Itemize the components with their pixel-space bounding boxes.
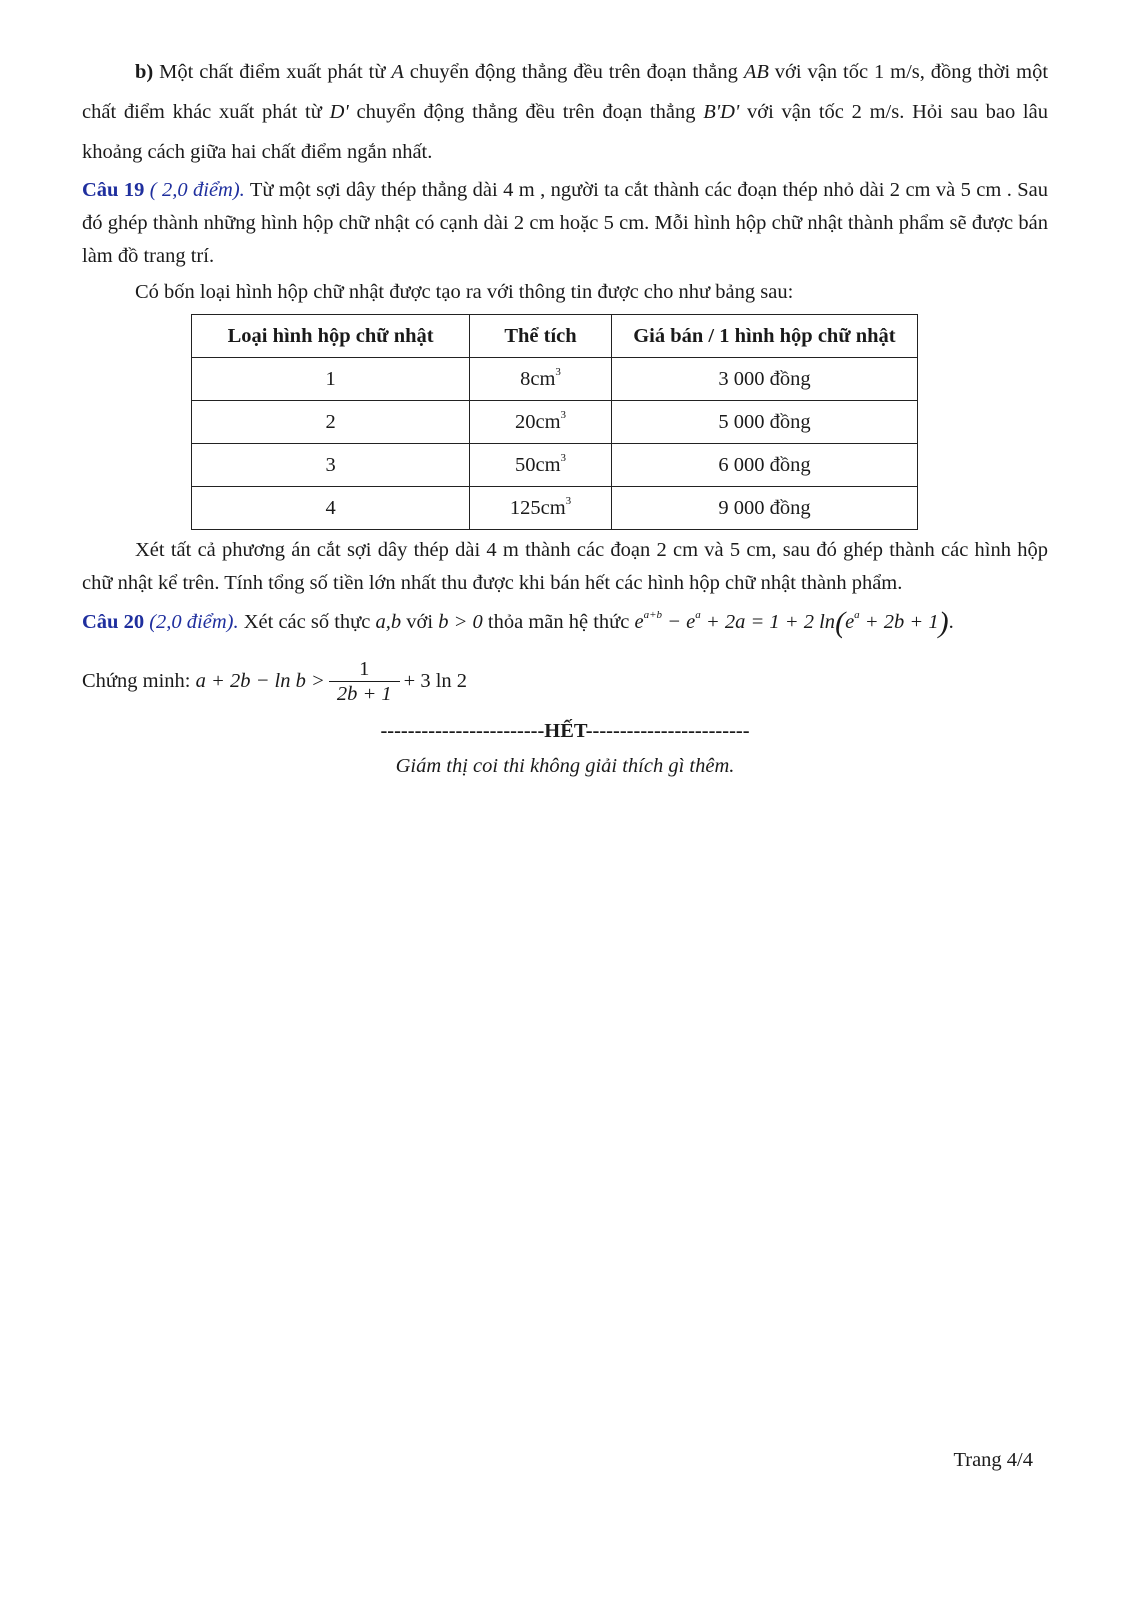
fraction-denominator: 2b + 1 <box>329 681 400 706</box>
box-price-table <box>191 314 918 530</box>
table-header-row <box>192 315 918 358</box>
math-var: B'D' <box>703 101 740 123</box>
math-var: a,b <box>375 611 402 633</box>
text: chuyển động thẳng đều trên đoạn thẳng <box>403 61 744 83</box>
text: với <box>401 611 439 633</box>
vol-value: 8 <box>520 367 531 390</box>
text: Một chất điểm xuất phát từ <box>153 61 392 83</box>
question-text: Từ một sợi dây thép thẳng dài 4 m , người ta cắt thành các đoạn thép nhỏ dài 2 cm và 5 cm . Sau đó ghép thành những hình hộp chữ nhật có cạnh dài 2 cm hoặc 5 cm. Mỗi hình hộp chữ nhật thành phẩm sẽ được bán làm đồ trang trí. <box>82 179 1048 267</box>
cell-volume <box>470 444 612 487</box>
table-row <box>192 358 918 401</box>
math-value: 1 m/s <box>873 61 920 83</box>
math-var: A <box>391 61 404 83</box>
vol-unit: cm <box>530 367 556 390</box>
cell-volume <box>470 358 612 401</box>
fraction <box>329 657 400 706</box>
cell-price: 9 000 đồng <box>611 487 917 530</box>
text: với vận tốc <box>739 101 852 123</box>
proctor-note: Giám thị coi thi không giải thích gì thêm. <box>395 755 735 777</box>
eq-exp: a <box>695 609 701 621</box>
vol-unit: cm <box>540 496 566 519</box>
end-marker: ------------------------HẾT------------------------ <box>380 720 750 742</box>
page-number: Trang 4/4 <box>953 1449 1033 1471</box>
text: thỏa mãn hệ thức <box>482 611 635 633</box>
eq-part: − e <box>662 611 696 633</box>
proof-rhs: + 3 ln 2 <box>403 670 468 692</box>
paren-close: ) <box>938 606 949 639</box>
cell-price: 6 000 đồng <box>611 444 917 487</box>
math-value: 2 m/s <box>851 101 900 123</box>
text: , đồng thời một chất điểm khác xuất phát từ <box>82 61 1049 123</box>
proof-lhs: a + 2b − ln b > <box>195 670 325 692</box>
math-expr: b > 0 <box>438 611 483 633</box>
table-row <box>192 401 918 444</box>
question-20 <box>82 606 1048 639</box>
eq-part: + 2a = 1 + 2 ln <box>700 611 836 633</box>
vol-exp: 3 <box>565 494 572 507</box>
vol-exp: 3 <box>560 408 567 421</box>
question-19 <box>82 174 1048 273</box>
text: . Hỏi sau bao lâu khoảng cách giữa hai chất điểm ngắn nhất. <box>82 101 1048 163</box>
proof-statement <box>82 657 1048 706</box>
proof-label: Chứng minh: <box>82 670 191 692</box>
table-row <box>192 487 918 530</box>
cell-type: 4 <box>192 487 470 530</box>
cell-volume <box>470 487 612 530</box>
table-row <box>192 444 918 487</box>
math-var: D' <box>329 101 349 123</box>
text: chuyển động thẳng đều trên đoạn thẳng <box>348 101 704 123</box>
cell-type: 1 <box>192 358 470 401</box>
cell-type: 3 <box>192 444 470 487</box>
question-label: Câu 20 <box>82 611 145 633</box>
question-points: (2,0 điểm). <box>144 611 239 633</box>
paren-open: ( <box>835 606 846 639</box>
eq-part: e <box>845 611 855 633</box>
cell-volume <box>470 401 612 444</box>
question-points: ( 2,0 điểm). <box>144 179 245 201</box>
cell-price: 5 000 đồng <box>611 401 917 444</box>
vol-unit: cm <box>535 453 561 476</box>
equation <box>634 606 949 639</box>
eq-part: e <box>634 611 644 633</box>
part-b-paragraph <box>82 52 1048 172</box>
part-b-label: b) <box>135 61 154 83</box>
vol-value: 50 <box>515 453 536 476</box>
text: Xét các số thực <box>238 611 376 633</box>
eq-part: + 2b + 1 <box>859 611 939 633</box>
text: với vận tốc <box>768 61 874 83</box>
table-intro: Có bốn loại hình hộp chữ nhật được tạo ra với thông tin được cho như bảng sau: <box>135 281 794 303</box>
document-page <box>82 52 1048 778</box>
cell-price: 3 000 đồng <box>611 358 917 401</box>
vol-exp: 3 <box>555 365 561 378</box>
header-type: Loại hình hộp chữ nhật <box>192 315 470 358</box>
text: . <box>948 611 954 633</box>
math-var: AB <box>743 61 769 83</box>
header-volume: Thể tích <box>470 315 612 358</box>
eq-exp: a <box>854 609 860 621</box>
vol-value: 125 <box>509 496 541 519</box>
vol-exp: 3 <box>560 451 567 464</box>
cell-type: 2 <box>192 401 470 444</box>
vol-value: 20 <box>515 410 536 433</box>
eq-exp: a+b <box>643 609 663 621</box>
question-19-task: Xét tất cả phương án cắt sợi dây thép dài 4 m thành các đoạn 2 cm và 5 cm, sau đó ghép thành các hình hộp chữ nhật kể trên. Tính tổng số tiền lớn nhất thu được khi bán hết các hình hộp chữ nhật thành phẩm. <box>82 539 1048 594</box>
fraction-numerator: 1 <box>359 658 370 680</box>
vol-unit: cm <box>535 410 561 433</box>
header-price: Giá bán / 1 hình hộp chữ nhật <box>611 315 917 358</box>
question-label: Câu 19 <box>82 179 145 201</box>
